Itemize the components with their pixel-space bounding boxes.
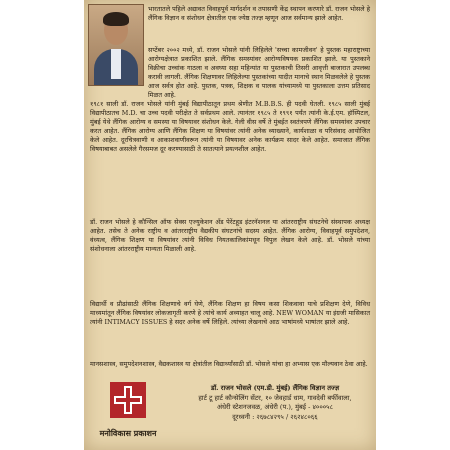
author-photo (88, 4, 144, 86)
back-cover (84, 0, 376, 450)
author-hair (103, 12, 129, 26)
closing-paragraph: मानसशास्त्र, समुपदेशनशास्त्र, वैद्यकशास्त्र या क्षेत्रांतील विद्यार्थ्यांसाठी डॉ. भोसले यांचा हा अभ्यास एक मौल्यवान ठेवा आहे. (90, 360, 368, 368)
address-name: डॉ. राजन भोसले (एम.डी. मुंबई) लैंगिक विज्ञान तज्ज्ञ (210, 384, 340, 392)
publisher-name: मनोविकास प्रकाशन (99, 428, 157, 438)
address-phone: दूरध्वनी : २६७८४२९५ / २६२४८०६६ (232, 412, 318, 421)
address-line-2: अंधेरी स्टेशनजवळ, अंधेरी (प.), मुंबई - ४०००५८ (216, 403, 334, 411)
education-paragraph: १९८१ साली डॉ. राजन भोसले यांनी मुंबई विद्यापीठातून प्रथम श्रेणीत M.B.B.S. ही पदवी घेतली. १९८५ साली मुंबई विद्यापीठातच M.D. चा उच्च पदवी परीक्षेत ते सर्वप्रथम आले. त्यानंतर १९८५ ते १९९१ पर्यंत त्यांनी के.ई.एम. हॉस्पिटल, मुंबई येथे लैंगिक आरोग्य व समस्या या विषयावर संशोधन केले. गेली वीस वर्षे ते मुंबईत स्वतंत्रपणे लैंगिक समस्यांवर उपचार करत आहेत. लैंगिक आरोग्य आणि लैंगिक शिक्षण या विषयांवर त्यांनी अनेक व्याख्याने, कार्यशाळा व परिसंवाद आयोजित केले आहेत. दूरचित्रवाणी व आकाशवाणीवरून त्यांनी या विषयावर अनेक कार्यक्रम सादर केले आहेत. समाजात लैंगिक विषयाबाबत असलेले गैरसमज दूर करण्यासाठी ते सातत्याने प्रयत्नशील आहेत. (90, 100, 370, 153)
author-shirt (111, 49, 121, 79)
intro-paragraph: भारतातले पहिले अद्यावत विवाहपूर्व मार्गदर्शन व तपासणी केंद्र स्थापन करणारे डॉ. राजन भोसले हे लैंगिक विज्ञान व संशोधन क्षेत्रातील एक ज्येष्ठ तज्ज्ञ म्हणून आज सर्वमान्य झाले आहेत. (148, 5, 370, 22)
council-paragraph: डॉ. राजन भोसले हे कौन्सिल ऑफ सेक्स एज्युकेशन अँड पेरेंटहूड इंटरनॅशनल या आंतरराष्ट्रीय संघटनेचे संस्थापक अध्यक्ष आहेत. तसेच ते अनेक राष्ट्रीय व आंतरराष्ट्रीय वैद्यकीय संघटनांचे सदस्य आहेत. लैंगिक आरोग्य, विवाहपूर्व समुपदेशन, वंध्यत्व, लैंगिक शिक्षण या विषयांवर त्यांनी विविध नियतकालिकांमधून विपुल लेखन केले आहे. डॉ. भोसले यांच्या संशोधनाला आंतरराष्ट्रीय मान्यता मिळाली आहे. (90, 218, 370, 253)
book-paragraph: सप्टेंबर २००२ मध्ये, डॉ. राजन भोसले यांनी लिहिलेले 'सच्चा कामजीवन' हे पुस्तक महाराष्ट्राच्या आरोग्यक्षेत्रात प्रकाशित झाले. लैंगिक समस्यांवर आरोग्यविषयक प्रकाशित झाले. या पुस्तकाने विक्रीचा उच्चांक गाठला व अवघ्या सहा महिन्यांत या पुस्तकाची तिसरी आवृत्ती बाजारात उपलब्ध करावी लागली. लैंगिक शिक्षणावर लिहिलेल्या पुस्तकांच्या यादीत मानाचे स्थान मिळवलेले हे पुस्तक आज सर्वत्र होत आहे. पुस्तक, पत्रक, शिक्षक व पालक यांच्यामध्ये या पुस्तकाला उत्तम प्रतिसाद मिळत आहे. (148, 46, 370, 99)
address-block (180, 384, 370, 422)
publisher-logo-icon (110, 382, 146, 418)
address-line-1: हार्ट टू हार्ट कौन्सेलिंग सेंटर, १० जेवहार्ड धाम, गावदेवी बर्फीवाला, (198, 393, 352, 402)
work-paragraph: विद्यार्थी व प्रौढांसाठी लैंगिक शिक्षणाचे वर्ग घेणे, लैंगिक शिक्षण हा विषय कसा शिकवावा याचे प्रशिक्षण देणे, विविध माध्यमांतून लैंगिक विषयांवर लोकजागृती करणे हे त्यांचे कार्य अव्याहत चालू आहे. NEW WOMAN या इंग्रजी मासिकात त्यांनी INTIMACY ISSUES हे सदर अनेक वर्षे लिहिले. त्यांच्या लेखनाचे आठ भाषांमध्ये भाषांतर झाले आहे. (90, 300, 370, 326)
